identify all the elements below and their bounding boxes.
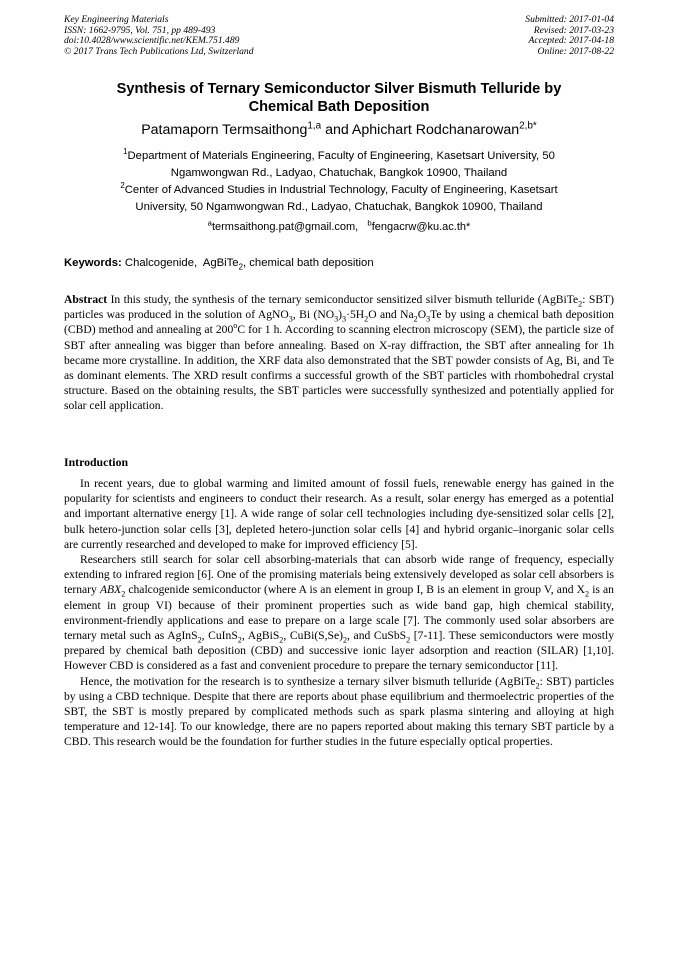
author-2-mark: 2,b* (519, 120, 537, 132)
date-online: Online: 2017-08-22 (537, 45, 614, 57)
email-line (64, 220, 614, 234)
affiliation-2-mark: 2 (120, 181, 125, 191)
date-revised: Revised: 2017-03-23 (533, 24, 614, 36)
affiliation-1-mark: 1 (123, 147, 128, 157)
abstract-section (64, 292, 614, 414)
author-1: Patamaporn Termsaithong (141, 122, 308, 138)
keywords (64, 256, 614, 270)
author-list (64, 121, 614, 139)
journal-issn: ISSN: 1662-9795, Vol. 751, pp 489-493 (64, 24, 216, 36)
affiliation-2-line-2: University, 50 Ngamwongwan Rd., Ladyao, Chatuchak, Bangkok 10900, Thailand (135, 200, 543, 213)
email-b: fengacrw@ku.ac.th* (371, 221, 471, 233)
journal-doi: doi:10.4028/www.scientific.net/KEM.751.489 (64, 35, 240, 47)
author-2: Aphichart Rodchanarowan (351, 122, 520, 138)
intro-paragraph-2: Researchers still search for solar cell absorbing-materials that can absorb wide range of frequency, especially extending to infrared region [6]. One of the promising materials being extensively developed as solar cell absorbers is ternary $ABX_2$ chalcogenide semiconductor (where A is an element in group I, B is an element in group V, and $X_2$ is an element in group VI) because of their prominent properties such as wide band gap, high chemical stability, environment-friendly applications and ease to prepare on a large scale [7]. The commonly used solar absorbers are ternary metal such as AgInS$_2$, CuInS$_2$, AgBiS$_2$, $CuBi(S,Se)_2$, and CuSbS$_2$ [7-11]. These semiconductors were mostly prepared by chemical bath deposition (CBD) and successive ionic layer adsorption and reaction (SILAR) [1,10]. However CBD is considered as a fast and convenient procedure to prepare the ternary semiconductor [11]. (64, 553, 614, 673)
keywords-subscript: 2 (238, 262, 243, 272)
author-conjunction: and (321, 122, 352, 138)
journal-copyright: © 2017 Trans Tech Publications Ltd, Switzerland (64, 45, 254, 57)
affiliation-1-line-2: Ngamwongwan Rd., Ladyao, Chatuchak, Bangkok 10900, Thailand (170, 166, 508, 179)
keywords-text-1: Chalcogenide, AgBiTe (121, 257, 239, 269)
affiliation-1-line-1: Department of Materials Engineering, Faculty of Engineering, Kasetsart University, 50 (127, 150, 555, 162)
affiliation-1 (64, 148, 614, 181)
paper-title (64, 81, 614, 116)
email-a: termsaithong.pat@gmail.com, (211, 221, 359, 233)
author-1-mark: 1,a (307, 120, 322, 132)
abstract-text: Abstract In this study, the synthesis of the ternary semiconductor sensitized silver bismuth telluride (AgBiTe$_2$: SBT) particles was produced in the solution of AgNO$_3$, Bi $(NO_3)_3\cdot 5H_2O$ and $Na_2O_3Te$ by using a chemical bath deposition (CBD) method and annealing at 200$^o$C for 1 h. According to scanning electron microscopy (SEM), the particle size of SBT after annealing was bigger than before annealing. Based on X-ray diffraction, the SBT after annealing for 1h became more crystalline. In addition, the XRF data also demonstrated that the SBT powder consists of Ag, Bi, and Te as dominant elements. The XRD result confirms a successful growth of the SBT particles with rhombohedral crystal structure. Based on the obtaining results, the SBT particles were successfully synthesized and potentially applied for solar cell application. (64, 293, 614, 413)
title-line-1: Synthesis of Ternary Semiconductor Silver Bismuth Telluride by (116, 81, 562, 97)
affiliation-2 (64, 182, 614, 215)
journal-name: Key Engineering Materials (64, 14, 169, 25)
intro-paragraph-3: Hence, the motivation for the research is to synthesize a ternary silver bismuth telluride (AgBiTe$_2$: SBT) particles by using a CBD technique. Despite that there are reports about phase equilibrium and thermoelectric properties of the SBT, the SBT is mostly prepared by complicated methods such as spark plasma sintering and alloying at high temperature and 12-14]. To our knowledge, there are no papers reported about making this ternary SBT particle by a CBD. This research would be the foundation for further studies in the future especially optical properties. (64, 674, 614, 749)
affiliation-2-line-1: Center of Advanced Studies in Industrial Technology, Faculty of Engineering, Kasetsart (124, 184, 558, 196)
keywords-text-2: , chemical bath deposition (243, 257, 374, 269)
dates-header (525, 15, 614, 57)
journal-header (64, 15, 254, 57)
intro-paragraph-1: In recent years, due to global warming and limited amount of fossil fuels, renewable energy has gained in the popularity for scientists and engineers to conduct their research. As a result, solar energy has emerged as a potential and important alternative energy [1]. A wide range of solar cell technologies including dye-sensitized solar cells [2], bulk hetero-junction solar cells [3], depleted hetero-junction solar cells [4] and hybrid organic–inorganic solar cells are currently researched and developed to make for improved efficiency [5]. (64, 477, 614, 551)
date-accepted: Accepted: 2017-04-18 (528, 35, 614, 47)
keywords-label: Keywords: (64, 257, 122, 269)
date-submitted: Submitted: 2017-01-04 (525, 14, 614, 25)
title-line-2: Chemical Bath Deposition (248, 98, 430, 115)
email-b-mark: b (367, 218, 372, 228)
email-a-mark: a (207, 218, 212, 228)
abstract-label: Abstract (64, 293, 108, 306)
introduction-section (64, 476, 614, 750)
introduction-heading: Introduction (64, 455, 129, 469)
